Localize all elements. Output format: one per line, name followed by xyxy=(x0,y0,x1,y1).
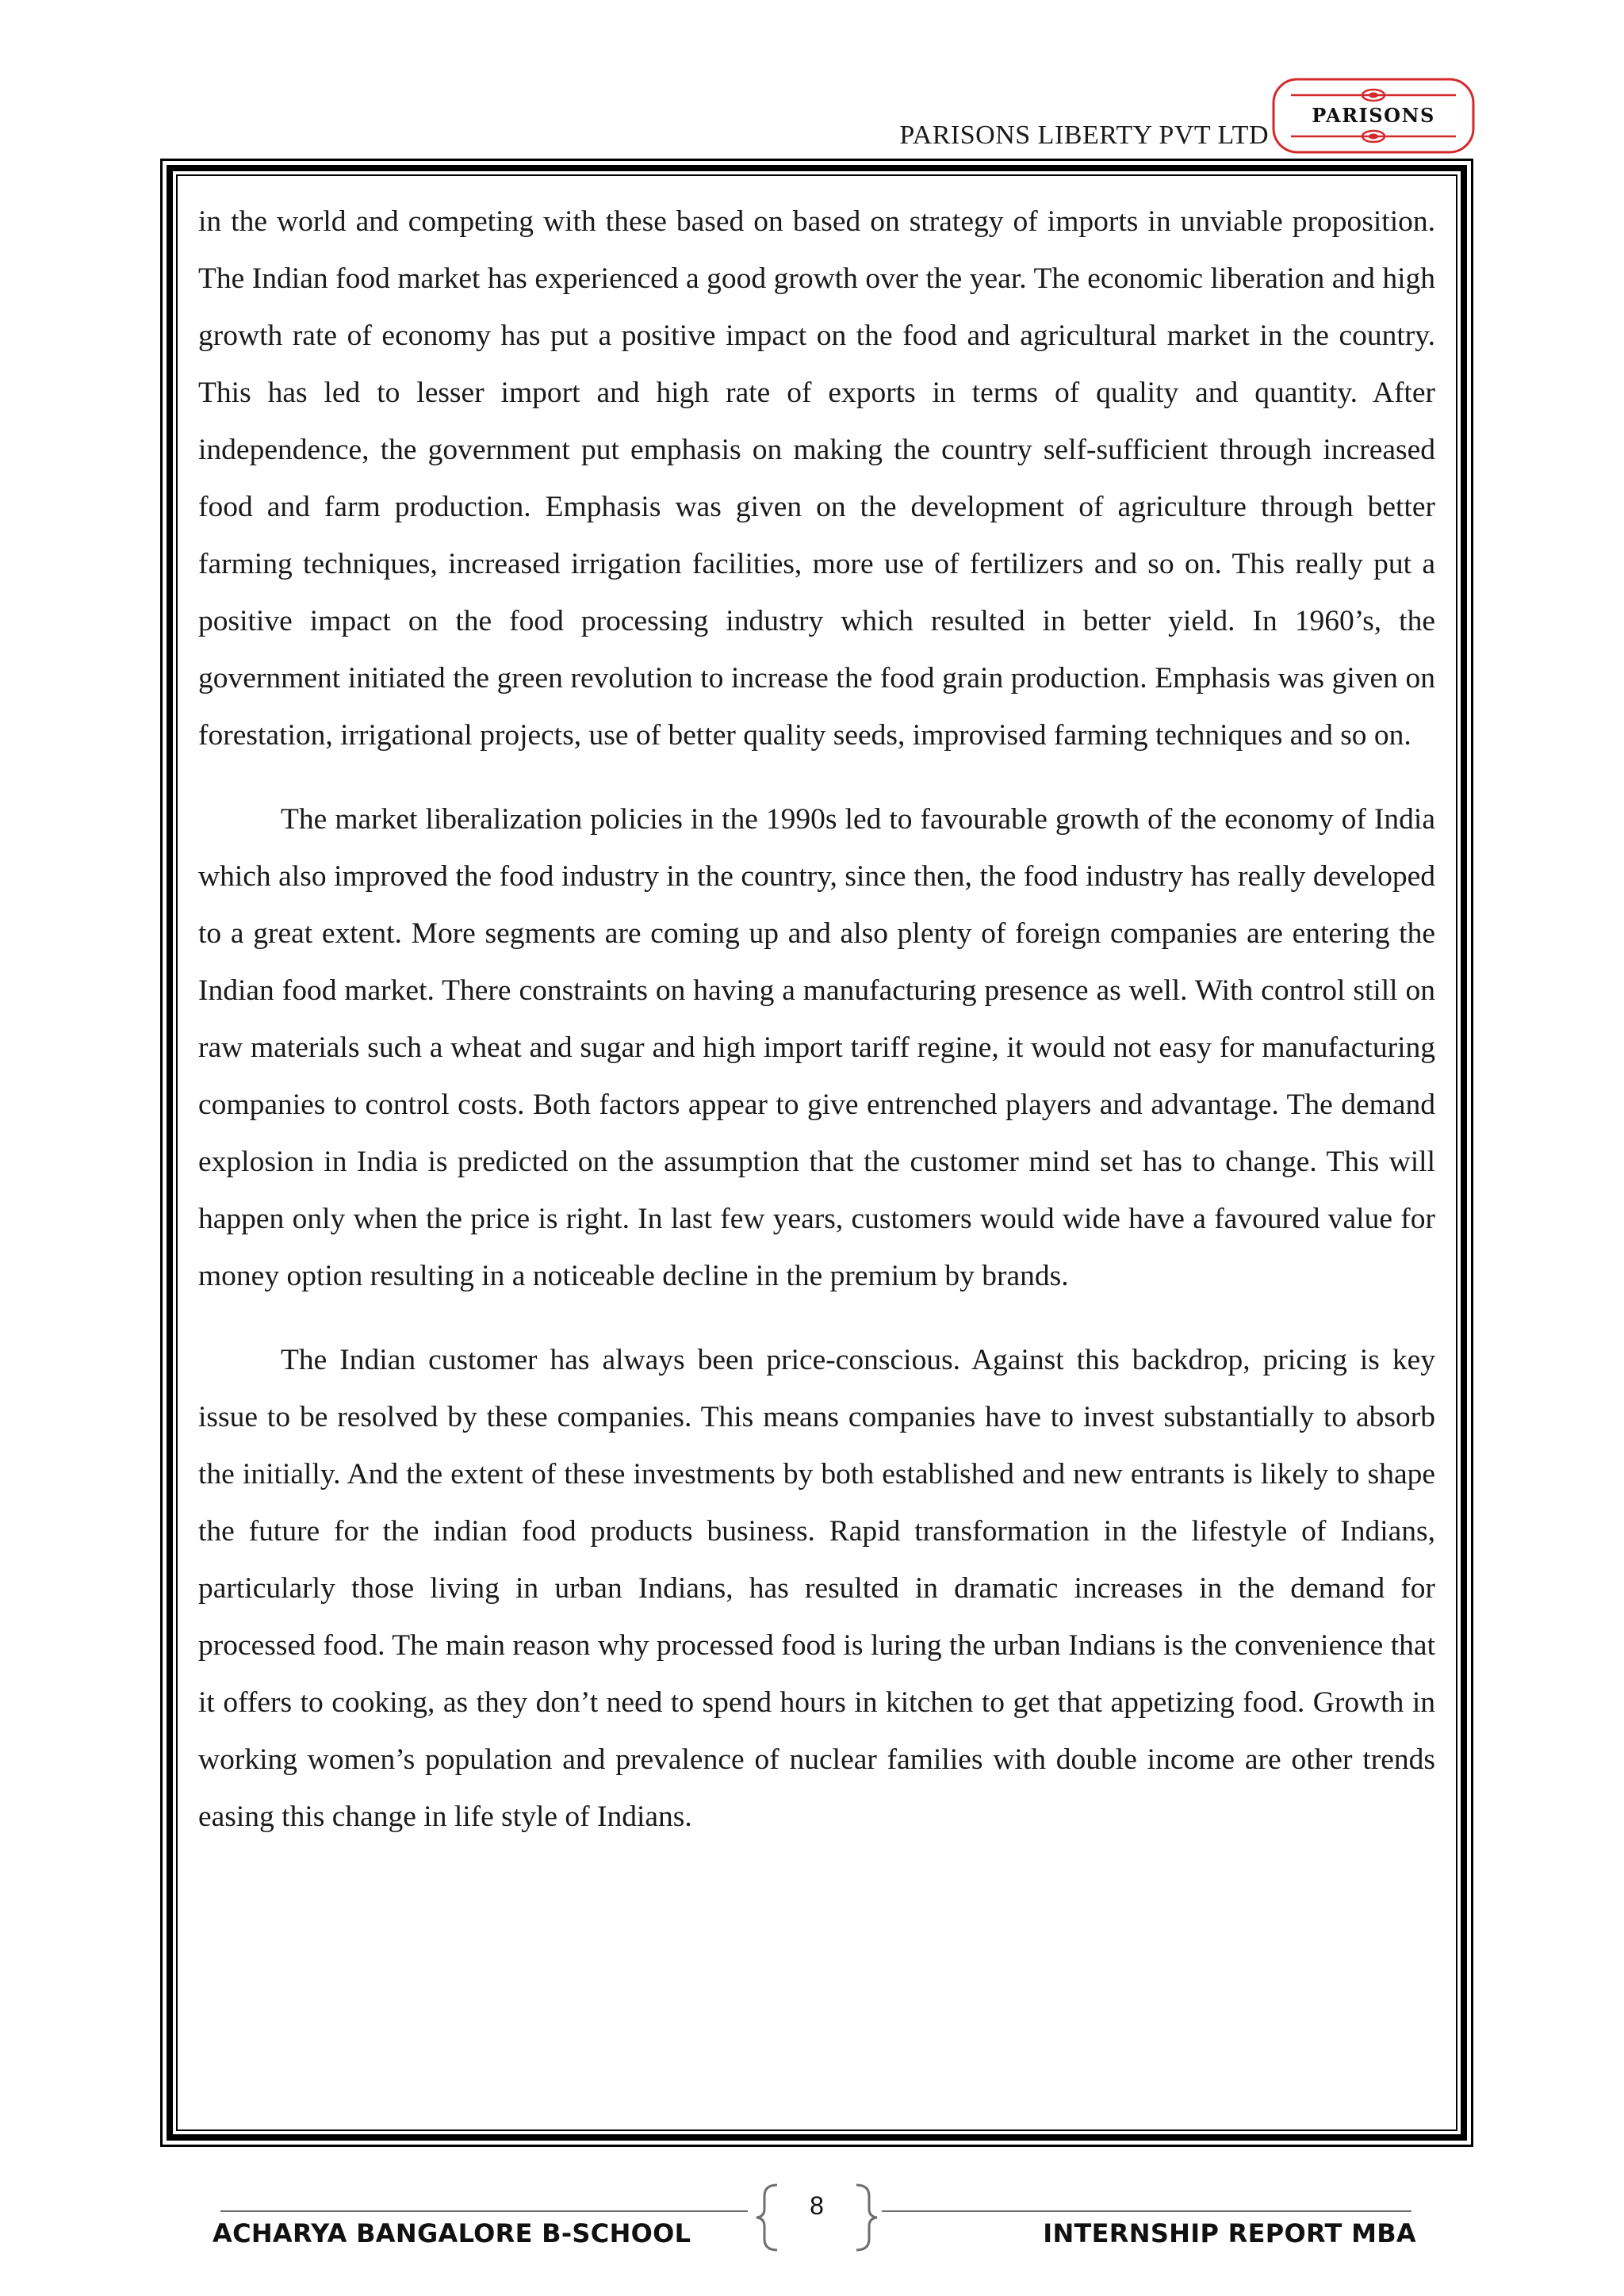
footer-report-title: INTERNSHIP REPORT MBA xyxy=(1043,2218,1416,2248)
footer-rule-right xyxy=(882,2210,1411,2212)
header-company-name: PARISONS LIBERTY PVT LTD xyxy=(899,121,1269,150)
page-number: 8 xyxy=(810,2191,824,2220)
report-body xyxy=(198,193,1435,1846)
paragraph-1: in the world and competing with these based on based on strategy of imports in unviable proposition. The Indian food market has experienced a good growth over the year. The economic liberation and high growth rate of economy has put a positive impact on the food and agricultural market in the country. This has led to lesser import and high rate of exports in terms of quality and quantity. After independence, the government put emphasis on making the country self-sufficient through increased food and farm production. Emphasis was given on the development of agriculture through better farming techniques, increased irrigation facilities, more use of fertilizers and so on. This really put a positive impact on the food processing industry which resulted in better yield. In 1960’s, the government initiated the green revolution to increase the food grain production. Emphasis was given on forestation, irrigational projects, use of better quality seeds, improvised farming techniques and so on. xyxy=(198,205,1435,752)
logo-text: PARISONS xyxy=(1312,104,1435,127)
parisons-logo xyxy=(1272,78,1475,154)
footer-rule-left xyxy=(220,2210,748,2212)
paragraph-2: The market liberalization policies in the 1990s led to favourable growth of the economy of India which also improved the food industry in the country, since then, the food industry has really developed to a great extent. More segments are coming up and also plenty of foreign companies are entering the Indian food market. There constraints on having a manufacturing presence as well. With control still on raw materials such a wheat and sugar and high import tariff regine, it would not easy for manufacturing companies to control costs. Both factors appear to give entrenched players and advantage. The demand explosion in India is predicted on the assumption that the customer mind set has to change. This will happen only when the price is right. In last few years, customers would wide have a favoured value for money option resulting in a noticeable decline in the premium by brands. xyxy=(198,803,1435,1292)
footer-school-name: ACHARYA BANGALORE B-SCHOOL xyxy=(213,2218,691,2248)
paragraph-3: The Indian customer has always been price-conscious. Against this backdrop, pricing is key issue to be resolved by these companies. This means companies have to invest substantially to absorb the initially. And the extent of these investments by both established and new entrants is likely to shape the future for the indian food products business. Rapid transformation in the lifestyle of Indians, particularly those living in urban Indians, has resulted in dramatic increases in the demand for processed food. The main reason why processed food is luring the urban Indians is the convenience that it offers to cooking, as they don’t need to spend hours in kitchen to get that appetizing food. Growth in working women’s population and prevalence of nuclear families with double income are other trends easing this change in life style of Indians. xyxy=(198,1344,1435,1833)
